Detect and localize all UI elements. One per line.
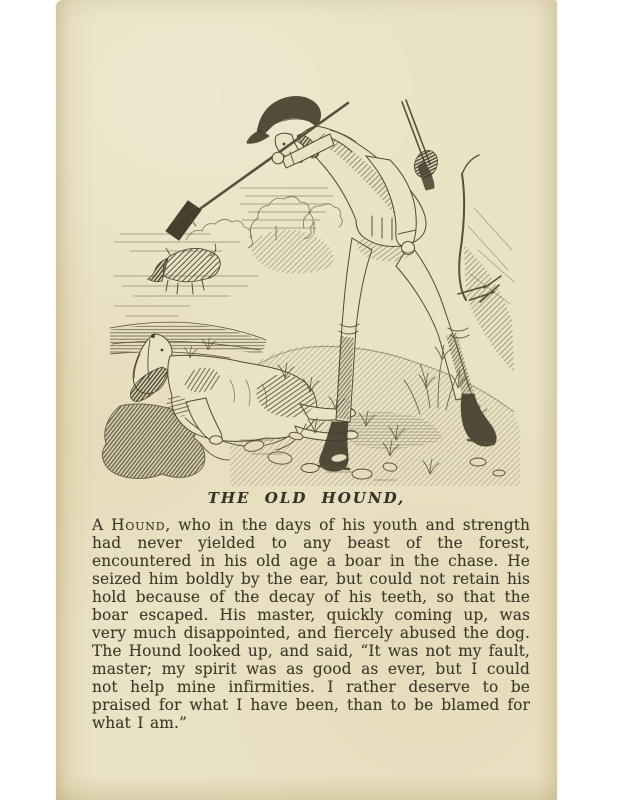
fable-opening-smallcaps: Hound <box>111 516 166 534</box>
fable-body-text: , who in the days of his youth and strength had never yielded to any beast of the forest, encountered in his old age a boar in the chase. He seized him boldly by the ear, but could not retain his hold because of the decay of his teeth, so that the boar escaped. His master, quickly coming up, was very much disappointed, and fiercely abused the dog. The Hound looked up, and said, “It was not my fault, master; my spirit was as good as ever, but I could not help mine infirmities. I rather deserve to be praised for what I have been, than to be blamed for what I am.” <box>92 516 530 732</box>
fable-paragraph <box>92 516 530 732</box>
engraving-hunter-and-hound <box>90 88 520 486</box>
fable-title: THE OLD HOUND, <box>207 489 406 507</box>
boar-figure <box>148 244 220 294</box>
fable-opening-initial: A <box>92 516 112 534</box>
book-page <box>56 0 557 800</box>
fable-illustration <box>90 88 520 486</box>
